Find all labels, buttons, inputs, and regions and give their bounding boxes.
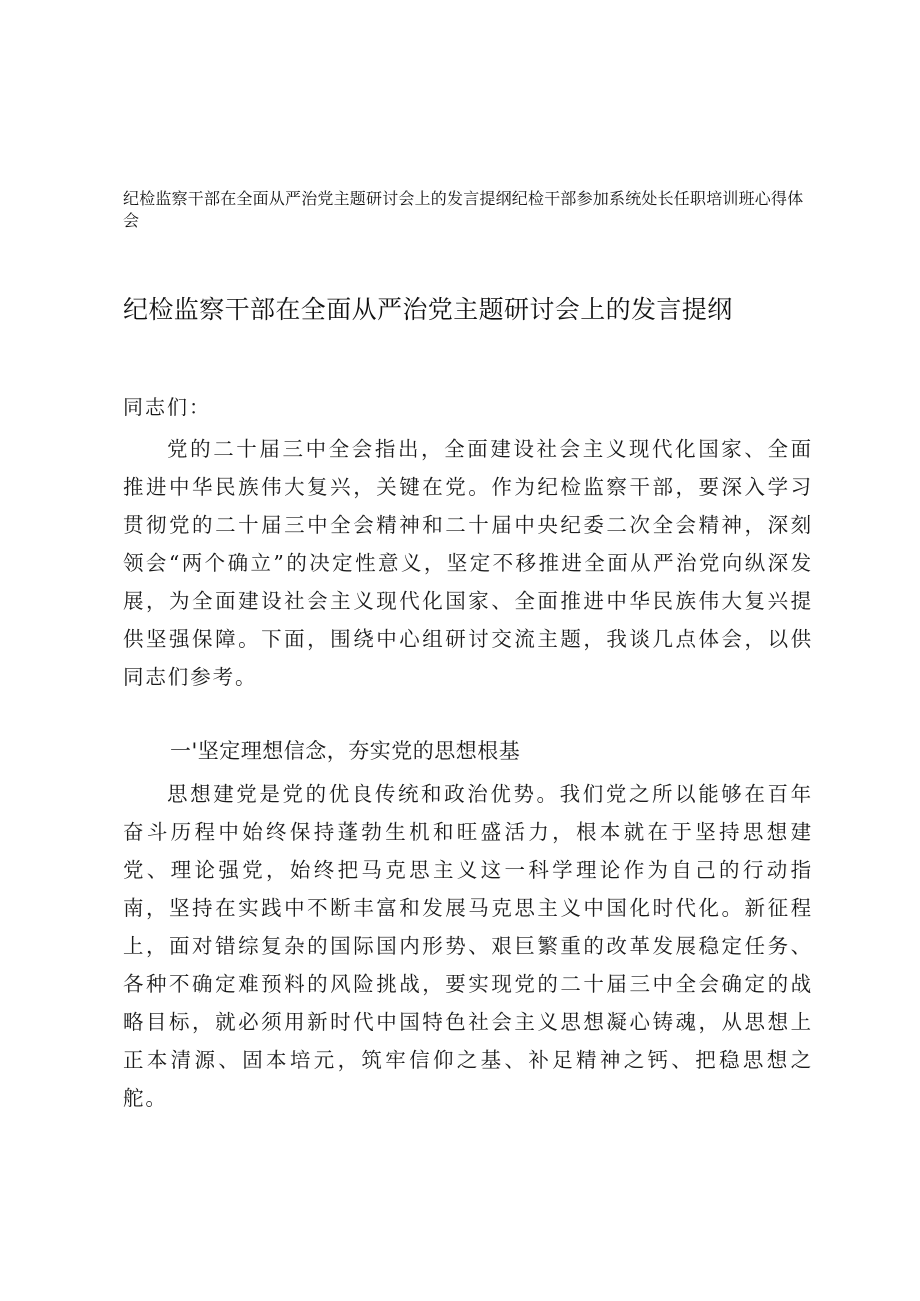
section-1-heading: 一'坚定理想信念，夯实党的思想根基 bbox=[170, 739, 521, 763]
document-title: 纪检监察干部在全面从严治党主题研讨会上的发言提纲 bbox=[123, 295, 733, 324]
intro-paragraph: 党的二十届三中全会指出，全面建设社会主义现代化国家、全面推进中华民族伟大复兴，关键在党。作为纪检监察干部，要深入学习贯彻党的二十届三中全会精神和二十届中央纪委二次全会精神，深刻领会“两个确立”的决定性意义，坚定不移推进全面从严治党向纵深发展，为全面建设社会主义现代化国家、全面推进中华民族伟大复兴提供坚强保障。下面，围绕中心组研讨交流主题，我谈几点体会，以供同志们参考。 bbox=[123, 437, 813, 689]
greeting: 同志们： bbox=[123, 395, 211, 419]
document-header: 纪检监察干部在全面从严治党主题研讨会上的发言提纲纪检干部参加系统处长任职培训班心得体会 bbox=[123, 189, 804, 230]
section-1-paragraph: 思想建党是党的优良传统和政治优势。我们党之所以能够在百年奋斗历程中始终保持蓬勃生机和旺盛活力，根本就在于坚持思想建党、理论强党，始终把马克思主义这一科学理论作为自己的行动指南，坚持在实践中不断丰富和发展马克思主义中国化时代化。新征程上，面对错综复杂的国际国内形势、艰巨繁重的改革发展稳定任务、各种不确定难预料的风险挑战，要实现党的二十届三中全会确定的战略目标，就必须用新时代中国特色社会主义思想凝心铸魂，从思想上正本清源、固本培元，筑牢信仰之基、补足精神之钙、把稳思想之舵。 bbox=[123, 782, 813, 1110]
